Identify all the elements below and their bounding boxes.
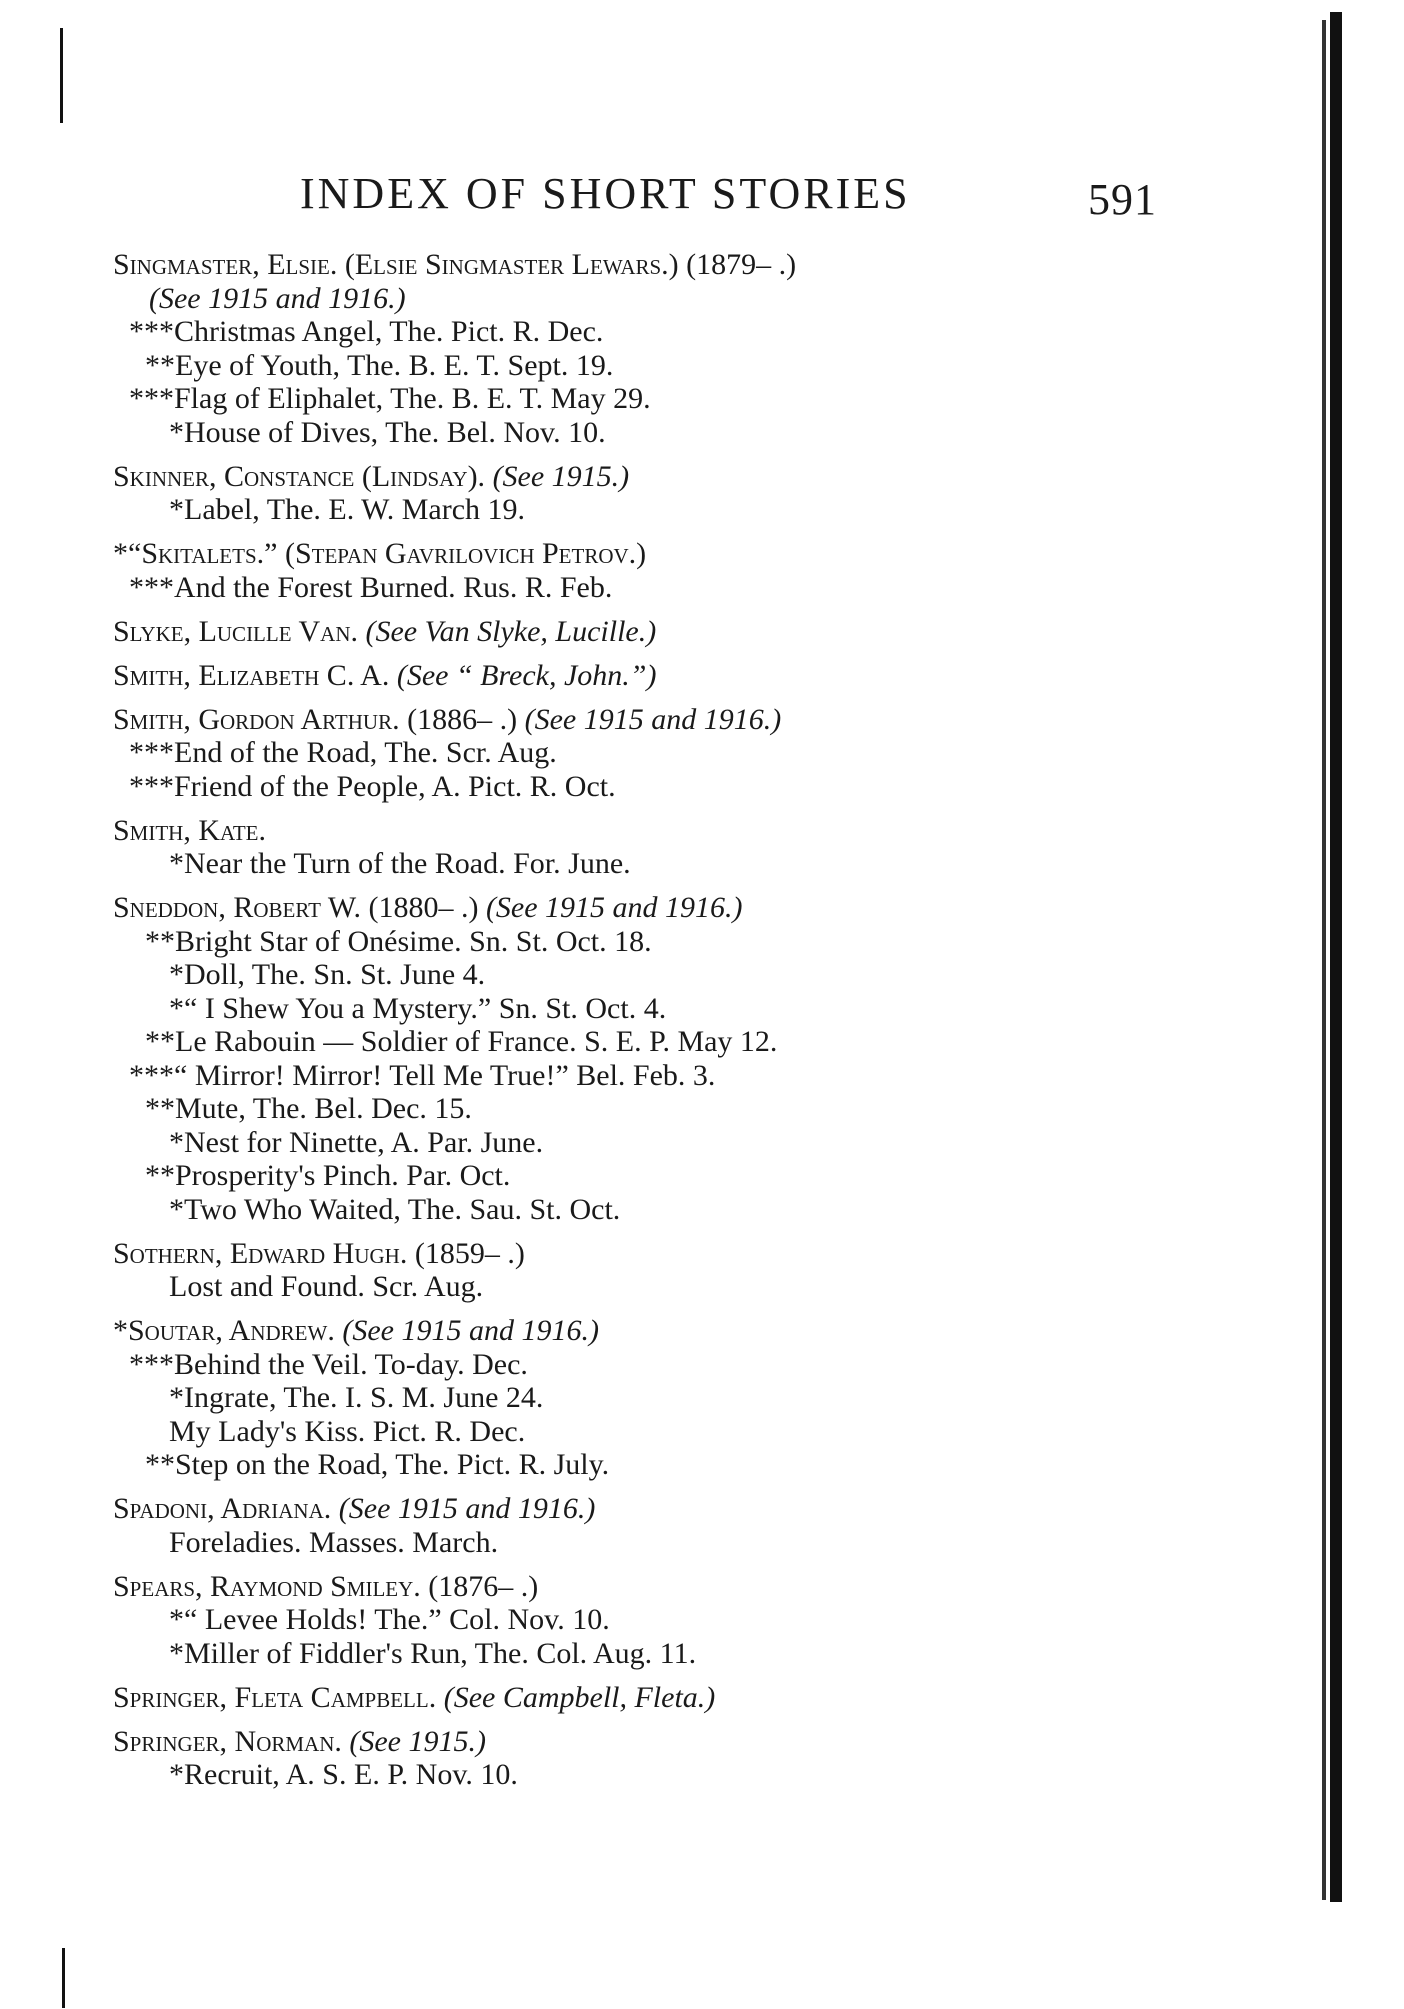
author-prefix: * bbox=[113, 1314, 128, 1347]
story-line: *Two Who Waited, The. Sau. St. Oct. bbox=[169, 1192, 621, 1226]
see-reference: (See “ Breck, John.”) bbox=[389, 658, 657, 692]
index-entry bbox=[113, 659, 1263, 693]
author-line bbox=[113, 1237, 1263, 1271]
story-line: **Le Rabouin — Soldier of France. S. E. P. May 12. bbox=[145, 1025, 778, 1058]
story-line: **Eye of Youth, The. B. E. T. Sept. 19. bbox=[145, 348, 614, 382]
see-reference: (See 1915 and 1916.) bbox=[334, 1314, 599, 1347]
story-line: *Ingrate, The. I. S. M. June 24. bbox=[169, 1381, 544, 1414]
author-name: Sneddon, Robert W. bbox=[113, 891, 361, 924]
story-line: ***And the Forest Burned. Rus. R. Feb. bbox=[129, 570, 613, 604]
author-details: (Stepan Gavrilovich Petrov.) bbox=[277, 537, 647, 570]
story-line: ***Friend of the People, A. Pict. R. Oct. bbox=[129, 769, 616, 803]
author-line bbox=[113, 615, 1263, 649]
story-line: *Label, The. E. W. March 19. bbox=[169, 493, 526, 526]
running-title: INDEX OF SHORT STORIES bbox=[300, 169, 911, 218]
author-name: Smith, Elizabeth C. A. bbox=[113, 658, 390, 692]
author-line bbox=[113, 1314, 1263, 1348]
index-entry bbox=[113, 1237, 1263, 1304]
author-name: Smith, Gordon Arthur. bbox=[113, 702, 400, 736]
story-line: **Bright Star of Onésime. Sn. St. Oct. 18. bbox=[145, 924, 652, 958]
see-reference: (See 1915 and 1916.) bbox=[331, 1492, 596, 1525]
see-reference: (See 1915.) bbox=[485, 459, 630, 493]
index-entries bbox=[113, 248, 1263, 1802]
author-line bbox=[113, 248, 1263, 282]
story-line: *Recruit, A. S. E. P. Nov. 10. bbox=[169, 1758, 518, 1791]
author-line bbox=[113, 537, 1263, 571]
story-line: *“ I Shew You a Mystery.” Sn. St. Oct. 4. bbox=[169, 991, 667, 1025]
story-line: *Nest for Ninette, A. Par. June. bbox=[169, 1125, 544, 1159]
author-line bbox=[113, 891, 1263, 925]
story-line: ***Flag of Eliphalet, The. B. E. T. May 29. bbox=[129, 382, 651, 415]
story-line: Lost and Found. Scr. Aug. bbox=[169, 1270, 484, 1303]
author-line bbox=[113, 1492, 1263, 1526]
author-details: (1859– .) bbox=[407, 1236, 525, 1270]
author-name: Springer, Fleta Campbell. bbox=[113, 1680, 437, 1714]
page-number: 591 bbox=[1088, 175, 1157, 224]
story-line: *Near the Turn of the Road. For. June. bbox=[169, 847, 631, 880]
index-entry bbox=[113, 248, 1263, 449]
index-entry bbox=[113, 1314, 1263, 1482]
story-line: **Mute, The. Bel. Dec. 15. bbox=[145, 1092, 472, 1125]
author-name: Soutar, Andrew. bbox=[128, 1314, 335, 1347]
story-line: ***Behind the Veil. To-day. Dec. bbox=[129, 1347, 528, 1381]
index-entry bbox=[113, 1570, 1263, 1671]
index-entry bbox=[113, 537, 1263, 604]
see-reference: (See 1915 and 1916.) bbox=[478, 891, 743, 924]
author-line bbox=[113, 1681, 1263, 1715]
author-name: Spears, Raymond Smiley. bbox=[113, 1569, 421, 1603]
story-line: *House of Dives, The. Bel. Nov. 10. bbox=[169, 415, 606, 449]
author-line bbox=[113, 1570, 1263, 1604]
margin-mark bbox=[62, 1948, 65, 2008]
story-line: Foreladies. Masses. March. bbox=[169, 1525, 499, 1559]
story-line: *“ Levee Holds! The.” Col. Nov. 10. bbox=[169, 1603, 610, 1636]
author-line bbox=[113, 1725, 1263, 1759]
author-name: Slyke, Lucille Van. bbox=[113, 614, 358, 648]
author-name: Smith, Kate. bbox=[113, 813, 267, 847]
story-line: ***End of the Road, The. Scr. Aug. bbox=[129, 736, 557, 769]
index-entry bbox=[113, 460, 1263, 527]
author-line bbox=[113, 703, 1263, 737]
index-entry bbox=[113, 703, 1263, 804]
author-details: (1886– .) bbox=[399, 702, 518, 736]
author-line bbox=[113, 659, 1263, 693]
author-line bbox=[113, 814, 1263, 848]
author-details: (Elsie Singmaster Lewars.) (1879– .) bbox=[337, 248, 797, 281]
story-line: **Prosperity's Pinch. Par. Oct. bbox=[145, 1159, 511, 1192]
story-line: *Miller of Fiddler's Run, The. Col. Aug. 11. bbox=[169, 1636, 697, 1670]
author-name: Skitalets.” bbox=[141, 537, 278, 570]
author-details: (1880– .) bbox=[360, 891, 479, 924]
author-name: Sothern, Edward Hugh. bbox=[113, 1236, 408, 1270]
margin-mark bbox=[60, 28, 63, 123]
index-entry bbox=[113, 1725, 1263, 1792]
index-entry bbox=[113, 1681, 1263, 1715]
binding-shadow-edge bbox=[1322, 20, 1326, 1900]
see-note: (See 1915 and 1916.) bbox=[149, 281, 406, 315]
index-entry bbox=[113, 1492, 1263, 1559]
story-line: **Step on the Road, The. Pict. R. July. bbox=[145, 1448, 610, 1481]
see-reference: (See 1915 and 1916.) bbox=[517, 702, 782, 736]
story-line: My Lady's Kiss. Pict. R. Dec. bbox=[169, 1414, 526, 1448]
see-reference: (See Van Slyke, Lucille.) bbox=[358, 614, 657, 648]
author-name: Singmaster, Elsie. bbox=[113, 248, 338, 281]
story-line: ***Christmas Angel, The. Pict. R. Dec. bbox=[129, 315, 604, 348]
see-reference: (See 1915.) bbox=[341, 1724, 486, 1758]
author-name: Skinner, Constance (Lindsay). bbox=[113, 459, 486, 493]
see-reference: (See Campbell, Fleta.) bbox=[436, 1680, 716, 1714]
author-name: Spadoni, Adriana. bbox=[113, 1492, 332, 1525]
author-prefix: *“ bbox=[113, 537, 142, 570]
binding-shadow bbox=[1330, 12, 1342, 1902]
author-details: (1876– .) bbox=[420, 1569, 539, 1603]
index-entry bbox=[113, 891, 1263, 1226]
index-entry bbox=[113, 615, 1263, 649]
author-name: Springer, Norman. bbox=[113, 1724, 342, 1758]
story-line: ***“ Mirror! Mirror! Tell Me True!” Bel. Feb. 3. bbox=[129, 1058, 716, 1092]
author-line bbox=[113, 460, 1263, 494]
story-line: *Doll, The. Sn. St. June 4. bbox=[169, 958, 486, 991]
index-entry bbox=[113, 814, 1263, 881]
